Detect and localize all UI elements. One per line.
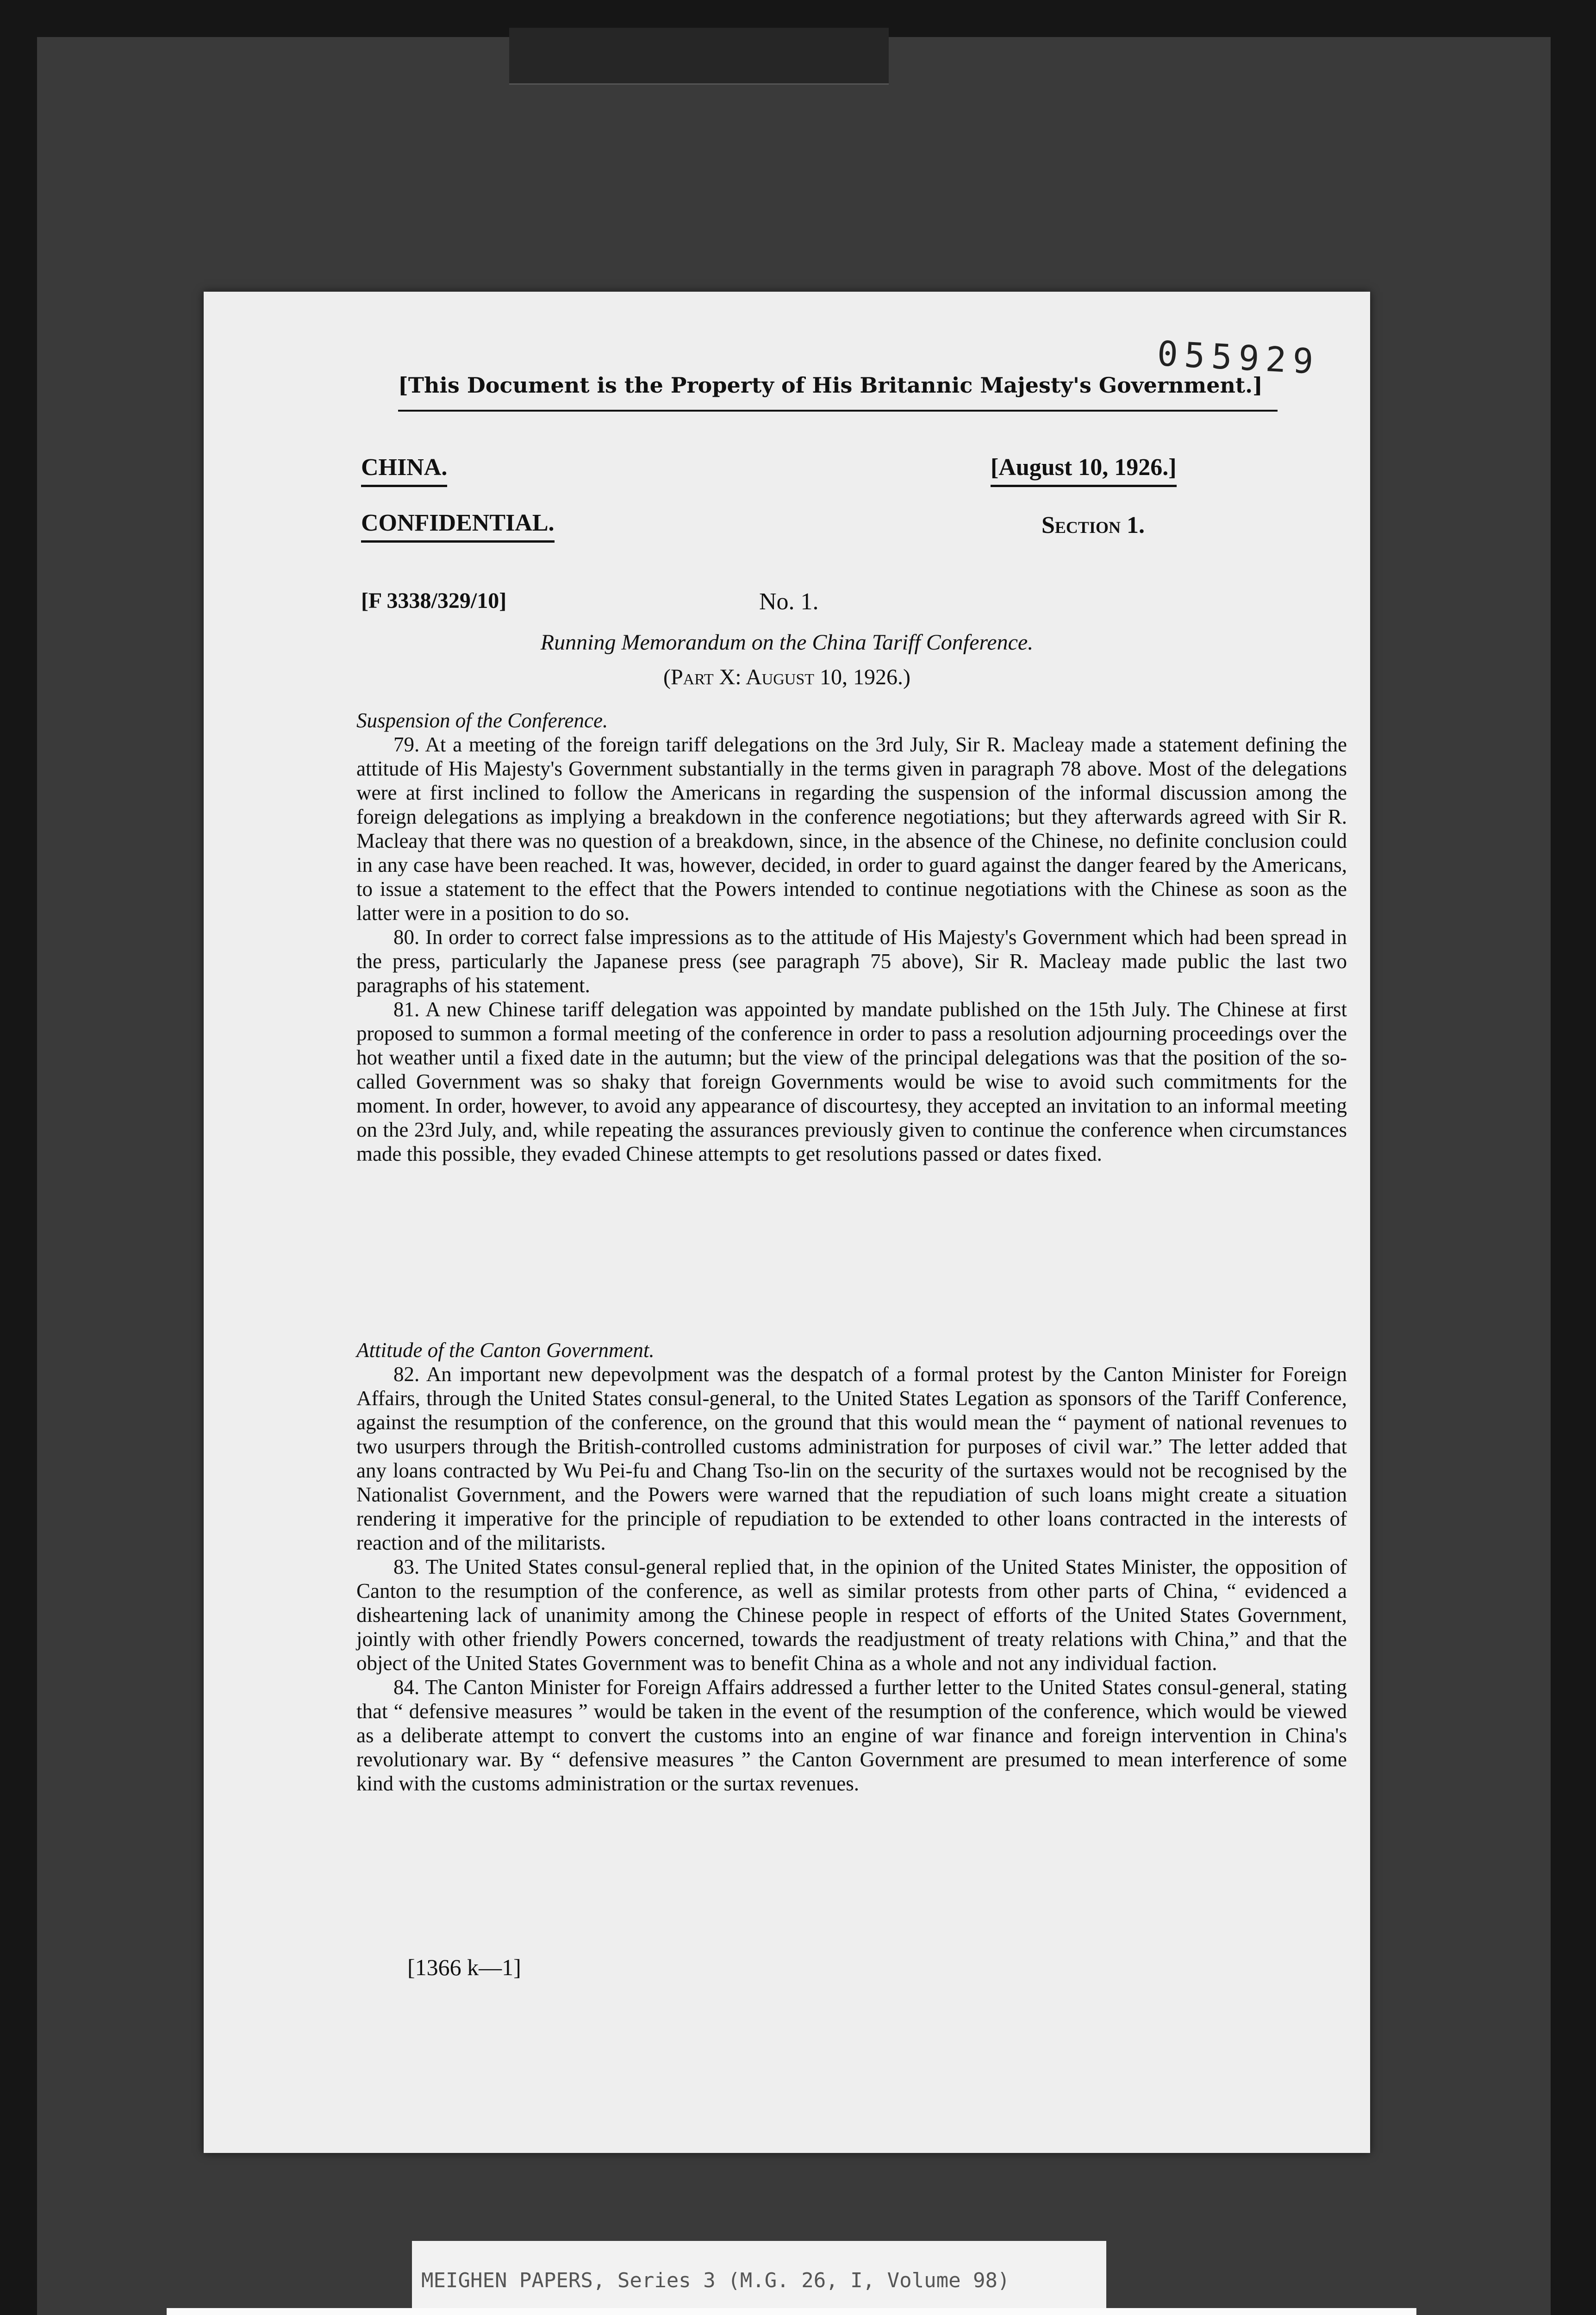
footer-code: [1366 k—1] (407, 1954, 521, 1980)
paragraph: 83. The United States consul-general replied that, in the opinion of the United States Minister, the opposition of Canton to the resumption of the conference, as well as similar protests from other parts of China, “ evidenced a disheartening lack of unanimity among the Chinese people in respect of efforts of the United States Government, jointly with other friendly Powers concerned, towards the readjustment of treaty relations with China,” and that the object of the United States Government was to benefit China as a whole and not any individual faction. (356, 1555, 1347, 1675)
body-section-1 (356, 708, 1347, 1166)
header-section: Section 1. (1041, 512, 1145, 538)
stamp-number: 055929 (1156, 333, 1321, 382)
property-notice: [This Document is the Property of His Britannic Majesty's Government.] (398, 373, 1278, 412)
paragraph: 81. A new Chinese tariff delegation was appointed by mandate published on the 15th July. The Chinese at first proposed to summon a formal meeting of the conference in order to pass a resolution adjourning proceedings over the hot weather until a fixed date in the autumn; but the view of the principal delegations was that the position of the so-called Government was so shaky that foreign Governments would be wise to avoid such commitments for the moment. In order, however, to avoid any appearance of discourtesy, they accepted an invitation to an informal meeting on the 23rd July, and, while repeating the assurances previously given to continue the conference when circumstances made this possible, they evaded Chinese attempts to get resolutions passed or dates fixed. (356, 998, 1347, 1165)
document-page (204, 292, 1370, 2153)
paragraph: 84. The Canton Minister for Foreign Affairs addressed a further letter to the United States consul-general, stating that “ defensive measures ” would be taken in the event of the resumption of the conference, which would be viewed as a deliberate attempt to convert the customs into an engine of war finance and foreign intervention in China's revolutionary war. By “ defensive measures ” the Canton Government are presumed to mean interference of some kind with the customs administration or the surtax revenues. (356, 1676, 1347, 1795)
header-date: [August 10, 1926.] (991, 454, 1177, 487)
document-title: Running Memorandum on the China Tariff Conference. (540, 630, 1034, 655)
document-reference: [F 3338/329/10] (361, 588, 507, 613)
archive-card (167, 2308, 1416, 2315)
body-section-2 (356, 1338, 1347, 1796)
document-number: No. 1. (759, 588, 819, 615)
archive-label: MEIGHEN PAPERS, Series 3 (M.G. 26, I, Volume 98) (412, 2241, 1106, 2315)
document-subtitle: (Part X: August 10, 1926.) (663, 665, 910, 689)
header-country: CHINA. (361, 454, 447, 487)
paragraph: 82. An important new depevolpment was the despatch of a formal protest by the Canton Minister for Foreign Affairs, through the United States consul-general, to the United States Legation as sponsors of the Tariff Conference, against the resumption of the conference, on the ground that this would mean the “ payment of national revenues to two usurpers through the British-controlled customs administration for purposes of civil war.” The letter added that any loans contracted by Wu Pei-fu and Chang Tso-lin on the security of the surtaxes would not be recognised by the Nationalist Government, and the Powers were warned that the repudiation of such loans might create a situation rendering it imperative for the principle of repudiation to be extended to other loans contracted in the interests of reaction and of the militarists. (356, 1363, 1347, 1554)
paragraph: 79. At a meeting of the foreign tariff delegations on the 3rd July, Sir R. Macleay made a statement defining the attitude of His Majesty's Government substantially in the terms given in paragraph 78 above. Most of the delegations were at first inclined to follow the Americans in regarding the suspension of the informal discussion among the foreign delegations as implying a breakdown in the conference negotiations; but they afterwards agreed with Sir R. Macleay that there was no question of a breakdown, since, in the absence of the Chinese, no definite conclusion could in any case have been reached. It was, however, decided, in order to guard against the danger feared by the Americans, to issue a statement to the effect that the Powers intended to continue negotiations with the Chinese as soon as the latter were in a position to do so. (356, 733, 1347, 925)
section-heading: Attitude of the Canton Government. (356, 1339, 655, 1362)
paragraph: 80. In order to correct false impressions as to the attitude of His Majesty's Government which had been spread in the press, particularly the Japanese press (see paragraph 75 above), Sir R. Macleay made public the last two paragraphs of his statement. (356, 926, 1347, 997)
film-tab (509, 28, 889, 85)
section-heading: Suspension of the Conference. (356, 709, 608, 732)
header-classification: CONFIDENTIAL. (361, 509, 555, 543)
